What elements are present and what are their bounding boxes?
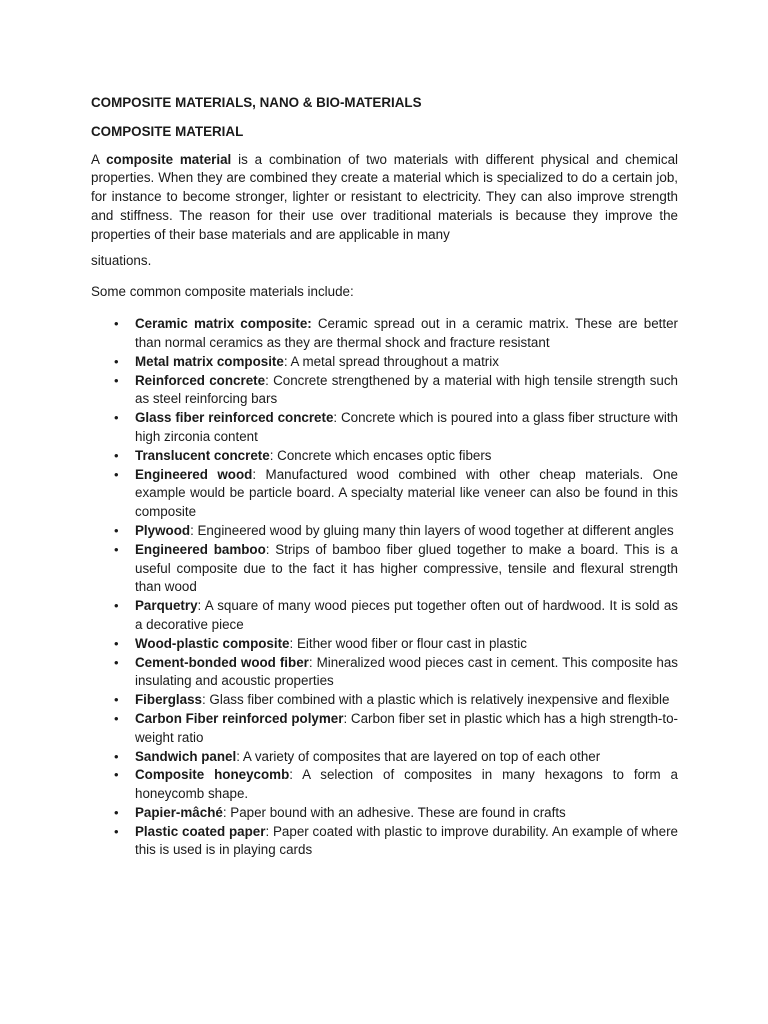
- item-term: Metal matrix composite: [135, 353, 284, 369]
- list-item: [91, 635, 678, 654]
- bullet-icon: •: [114, 748, 119, 764]
- bullet-icon: •: [114, 654, 119, 670]
- bullet-icon: •: [114, 372, 119, 388]
- item-term: Translucent concrete: [135, 447, 270, 463]
- item-term: Plastic coated paper: [135, 823, 266, 839]
- item-description: : Concrete which encases optic fibers: [269, 447, 492, 463]
- item-term: Engineered bamboo: [135, 541, 266, 557]
- item-description: : Concrete strengthened by a material with high tensile strength such as steel reinforcing bars: [135, 372, 678, 407]
- item-description: : A selection of composites in many hexagons to form a honeycomb shape.: [135, 767, 678, 802]
- item-term: Sandwich panel: [135, 748, 237, 764]
- item-term: Wood-plastic composite: [135, 635, 290, 651]
- list-item: [91, 447, 678, 466]
- document-title: COMPOSITE MATERIALS, NANO & BIO-MATERIALS: [91, 95, 422, 110]
- item-term: Reinforced concrete: [135, 372, 266, 388]
- item-term: Composite honeycomb: [135, 767, 290, 783]
- list-item: [91, 372, 678, 410]
- definition-continuation: situations.: [91, 252, 152, 268]
- bullet-icon: •: [114, 710, 119, 726]
- item-description: : Strips of bamboo fiber glued together to make a board. This is a useful composite due to the fact it has higher compressive, tensile and flexural strength than wood: [135, 541, 679, 595]
- list-item: [91, 823, 678, 861]
- bullet-icon: •: [114, 410, 119, 426]
- bullet-icon: •: [114, 767, 119, 783]
- materials-list: [91, 315, 678, 860]
- section-heading: COMPOSITE MATERIAL: [91, 123, 244, 139]
- item-description: : Paper bound with an adhesive. These are found in crafts: [222, 804, 566, 820]
- bullet-icon: •: [114, 823, 119, 839]
- list-intro: Some common composite materials include:: [91, 284, 354, 300]
- list-item: [91, 710, 678, 748]
- item-description: : Paper coated with plastic to improve durability. An example of where this is used is in playing cards: [135, 823, 678, 858]
- item-description: : Concrete which is poured into a glass fiber structure with high zirconia content: [135, 410, 678, 444]
- bullet-icon: •: [114, 541, 119, 557]
- bullet-icon: •: [114, 598, 119, 614]
- bullet-icon: •: [114, 522, 119, 538]
- definition-prefix: A: [91, 151, 107, 167]
- item-description: : A metal spread throughout a matrix: [283, 353, 499, 369]
- list-item: [91, 748, 678, 767]
- document-page: [91, 94, 678, 860]
- list-item: [91, 522, 678, 541]
- definition-paragraph: [91, 151, 678, 245]
- item-description: : Engineered wood by gluing many thin layers of wood together at different angles: [190, 522, 674, 538]
- bullet-icon: •: [114, 316, 119, 332]
- item-term: Fiberglass: [135, 692, 202, 708]
- list-item: [91, 541, 678, 597]
- item-term: Ceramic matrix composite:: [135, 316, 312, 332]
- item-description: : Carbon fiber set in plastic which has a high strength-to-weight ratio: [135, 710, 678, 745]
- item-term: Parquetry: [135, 598, 198, 614]
- item-term: Plywood: [135, 522, 191, 538]
- bullet-icon: •: [114, 466, 119, 482]
- list-item: [91, 766, 678, 804]
- item-term: Carbon Fiber reinforced polymer: [135, 710, 344, 726]
- bullet-icon: •: [114, 353, 119, 369]
- item-description: : Manufactured wood combined with other cheap materials. One example would be particle board. A specialty material like veneer can also be found in this composite: [135, 466, 678, 520]
- list-item: [91, 691, 678, 710]
- item-description: : A variety of composites that are layered on top of each other: [236, 748, 601, 764]
- list-item: [91, 597, 678, 635]
- item-description: Ceramic spread out in a ceramic matrix. These are better than normal ceramics as they are thermal shock and fracture resistant: [135, 316, 678, 350]
- item-description: : Either wood fiber or flour cast in plastic: [289, 635, 527, 651]
- item-description: : Mineralized wood pieces cast in cement. This composite has insulating and acoustic properties: [135, 654, 678, 689]
- bullet-icon: •: [114, 692, 119, 708]
- list-item: [91, 466, 678, 522]
- definition-term: composite material: [106, 151, 232, 167]
- item-term: Papier-mâché: [135, 804, 223, 820]
- definition-text: is a combination of two materials with different physical and chemical properties. When they are combined they create a material which is specialized to do a certain job, for instance to become stronger, lighter or resistant to electricity. They can also improve strength and stiffness. The reason for their use over traditional materials is because they improve the properties of their base materials and are applicable in many: [91, 151, 678, 242]
- list-item: [91, 315, 678, 353]
- list-item: [91, 353, 678, 372]
- bullet-icon: •: [114, 447, 119, 463]
- list-item: [91, 654, 678, 692]
- item-term: Engineered wood: [135, 466, 253, 482]
- item-description: : Glass fiber combined with a plastic which is relatively inexpensive and flexible: [201, 692, 670, 708]
- item-term: Glass fiber reinforced concrete: [135, 410, 334, 426]
- item-description: : A square of many wood pieces put together often out of hardwood. It is sold as a decorative piece: [135, 598, 678, 632]
- item-term: Cement-bonded wood fiber: [135, 654, 309, 670]
- list-item: [91, 804, 678, 823]
- bullet-icon: •: [114, 635, 119, 651]
- bullet-icon: •: [114, 804, 119, 820]
- list-item: [91, 409, 678, 447]
